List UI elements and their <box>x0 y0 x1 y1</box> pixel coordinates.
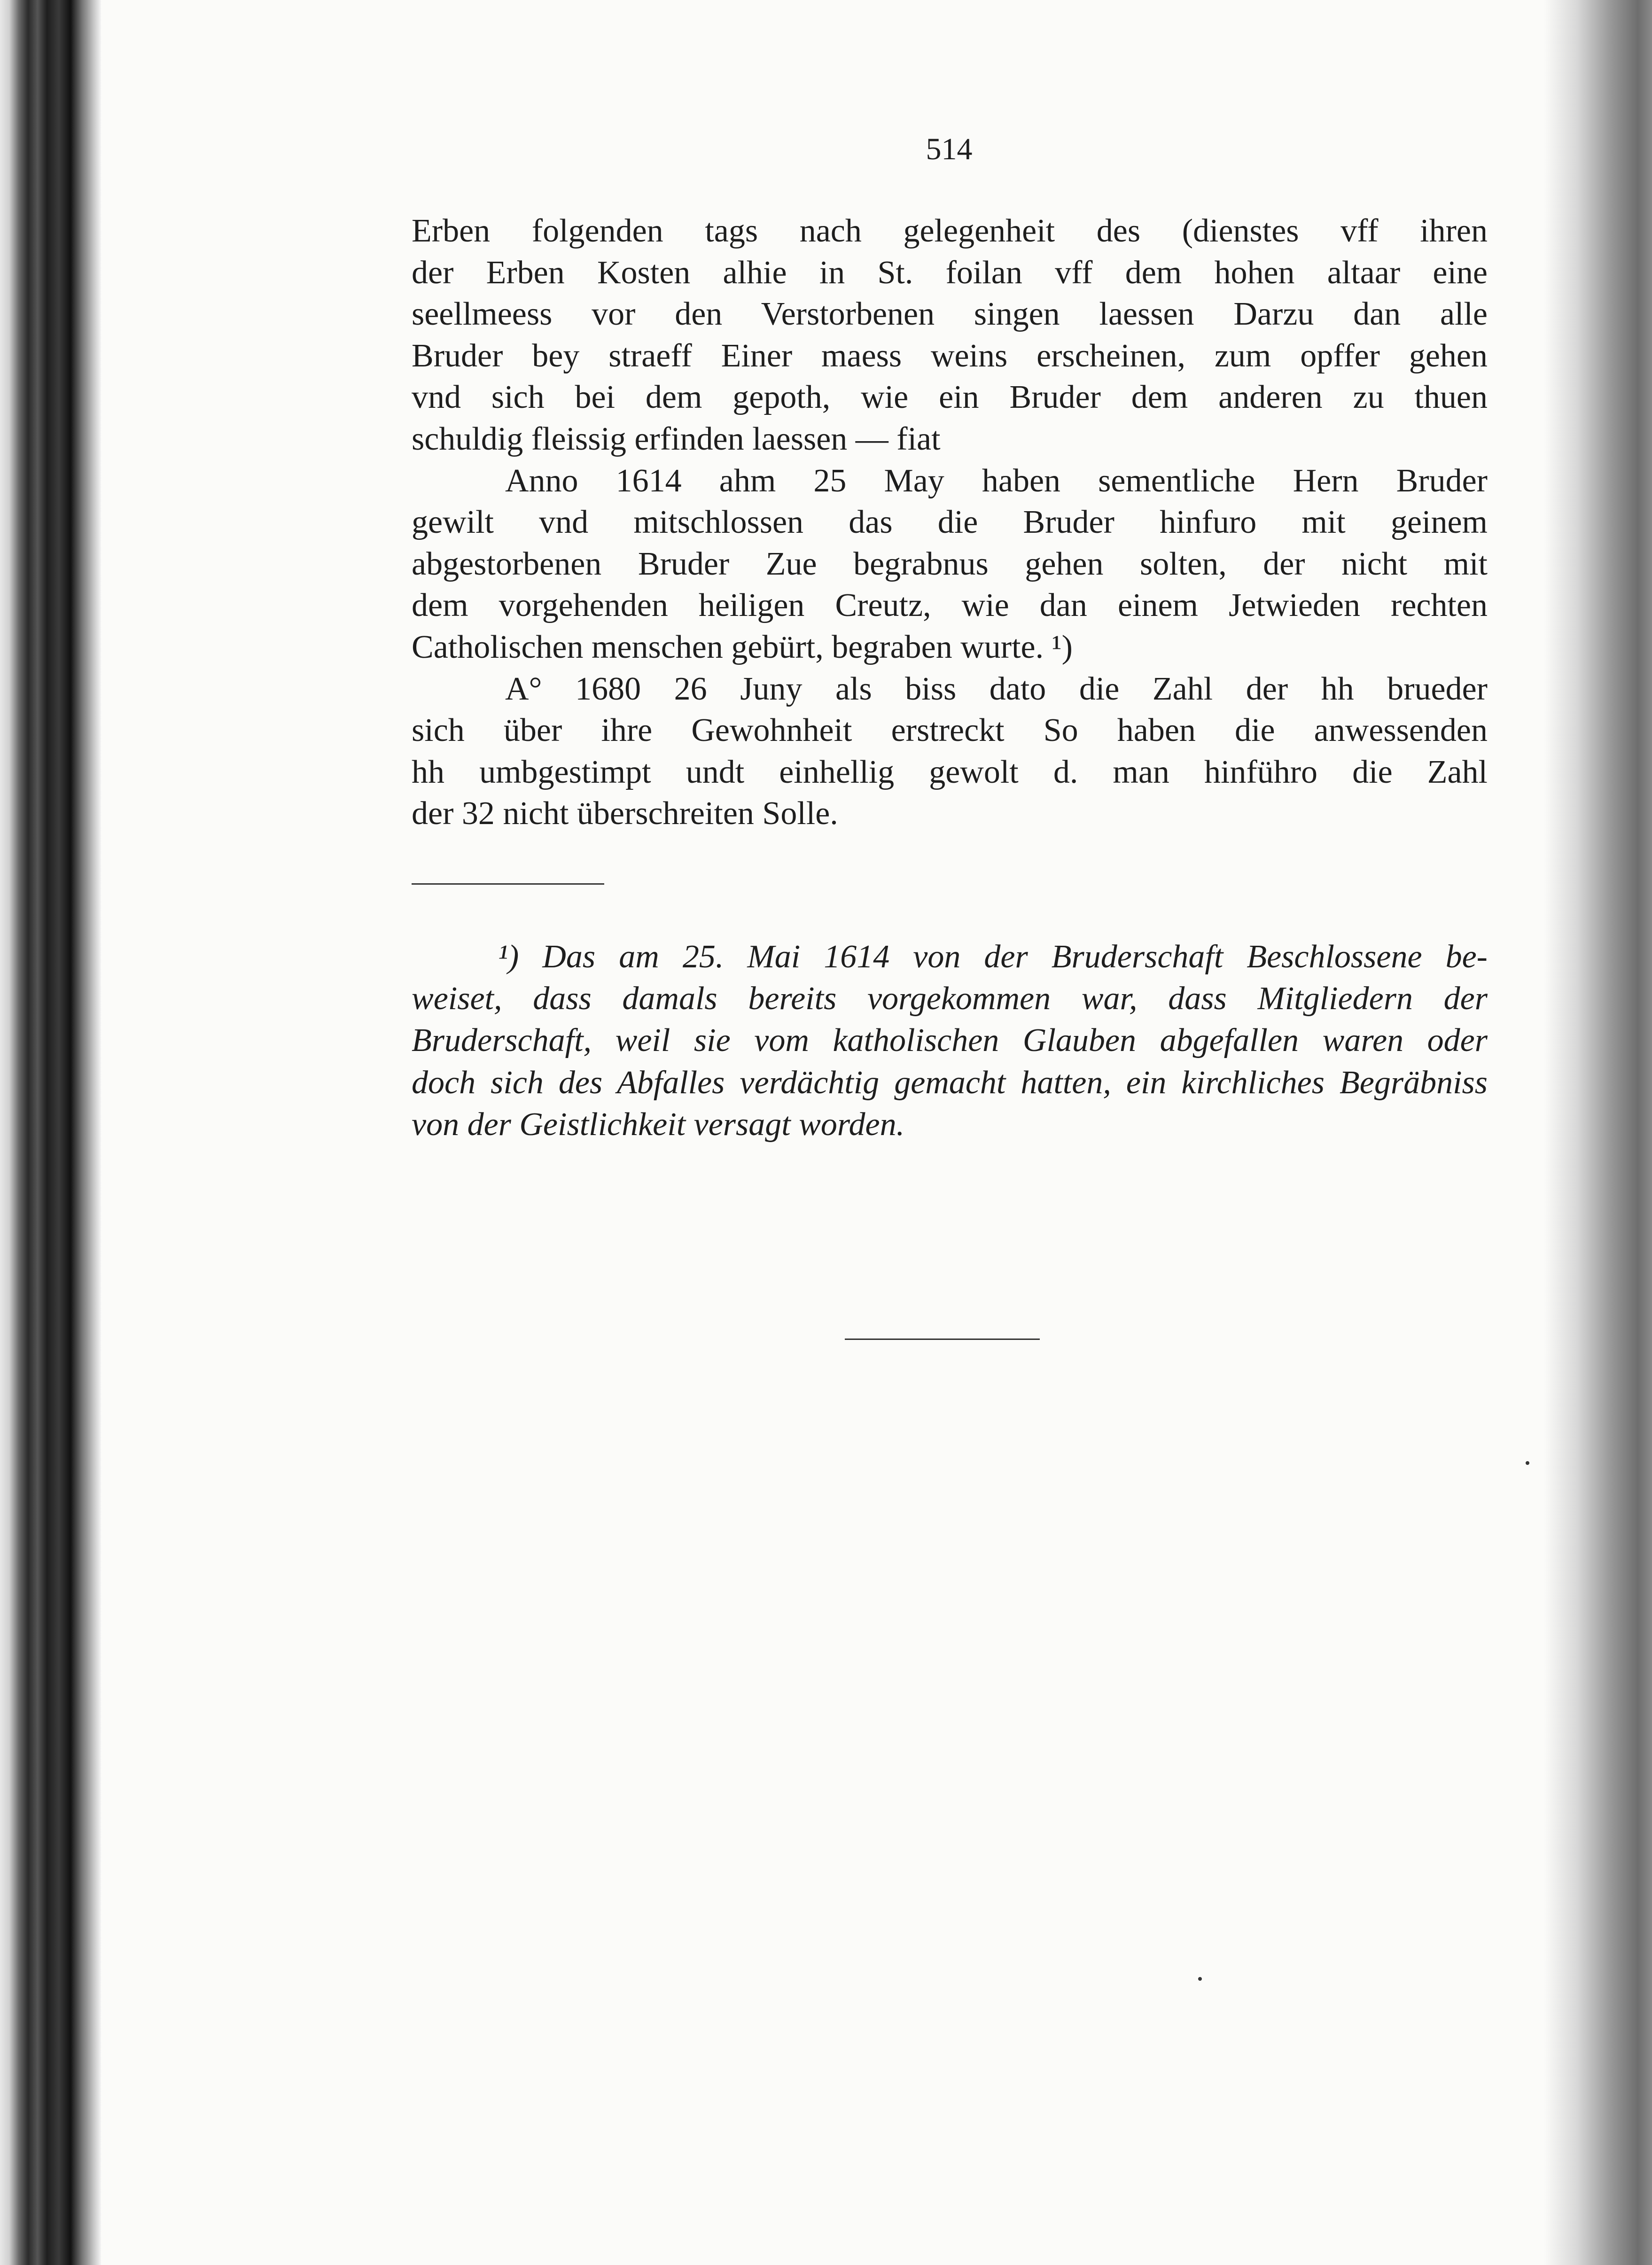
text-line: abgestorbenen Bruder Zue begrabnus gehen solten, der nicht mit <box>412 545 1488 582</box>
text-line: gewilt vnd mitschlossen das die Bruder hinfuro mit geinem <box>412 504 1488 541</box>
scan-speck <box>1198 1977 1202 1981</box>
footnote-separator <box>412 883 604 885</box>
scan-speck <box>1526 1461 1529 1465</box>
text-line: hh umbgestimpt undt einhellig gewolt d. man hinführo die Zahl <box>412 754 1488 790</box>
footnote-line: doch sich des Abfalles verdächtig gemacht hatten, ein kirchliches Begräbniss <box>412 1064 1488 1101</box>
text-line: der 32 nicht überschreiten Solle. <box>412 795 838 832</box>
text-line: Anno 1614 ahm 25 May haben sementliche Hern Bruder <box>505 462 1488 499</box>
text-line: vnd sich bei dem gepoth, wie ein Bruder dem anderen zu thuen <box>412 379 1488 416</box>
text-line: A° 1680 26 Juny als biss dato die Zahl der hh brueder <box>505 670 1488 707</box>
footnote-line: weiset, dass damals bereits vorgekommen war, dass Mitgliedern der <box>412 981 1488 1017</box>
text-line: der Erben Kosten alhie in St. foilan vff dem hohen altaar eine <box>412 254 1488 291</box>
text-line: sich über ihre Gewohnheit erstreckt So haben die anwessenden <box>412 712 1488 749</box>
text-line: Catholischen menschen gebürt, begraben wurte. ¹) <box>412 629 1073 665</box>
book-binding-edge <box>0 0 101 2265</box>
footnote-line: von der Geistlichkeit versagt worden. <box>412 1106 905 1143</box>
text-line: seellmeess vor den Verstorbenen singen laessen Darzu dan alle <box>412 296 1488 333</box>
page-number: 514 <box>926 132 973 166</box>
footnote-line: Bruderschaft, weil sie vom katholischen Glauben abgefallen waren oder <box>412 1022 1488 1059</box>
text-line: Bruder bey straeff Einer maess weins erscheinen, zum opffer gehen <box>412 337 1488 374</box>
text-line: dem vorgehenden heiligen Creutz, wie dan einem Jetwieden rechten <box>412 587 1488 624</box>
footnote-line: ¹) Das am 25. Mai 1614 von der Bruderschaft Beschlossene be- <box>498 939 1488 975</box>
text-line: schuldig fleissig erfinden laessen — fiat <box>412 421 941 457</box>
section-end-rule <box>845 1339 1040 1340</box>
text-line: Erben folgenden tags nach gelegenheit des (dienstes vff ihren <box>412 213 1488 249</box>
page-curl-shadow <box>1544 0 1652 2265</box>
